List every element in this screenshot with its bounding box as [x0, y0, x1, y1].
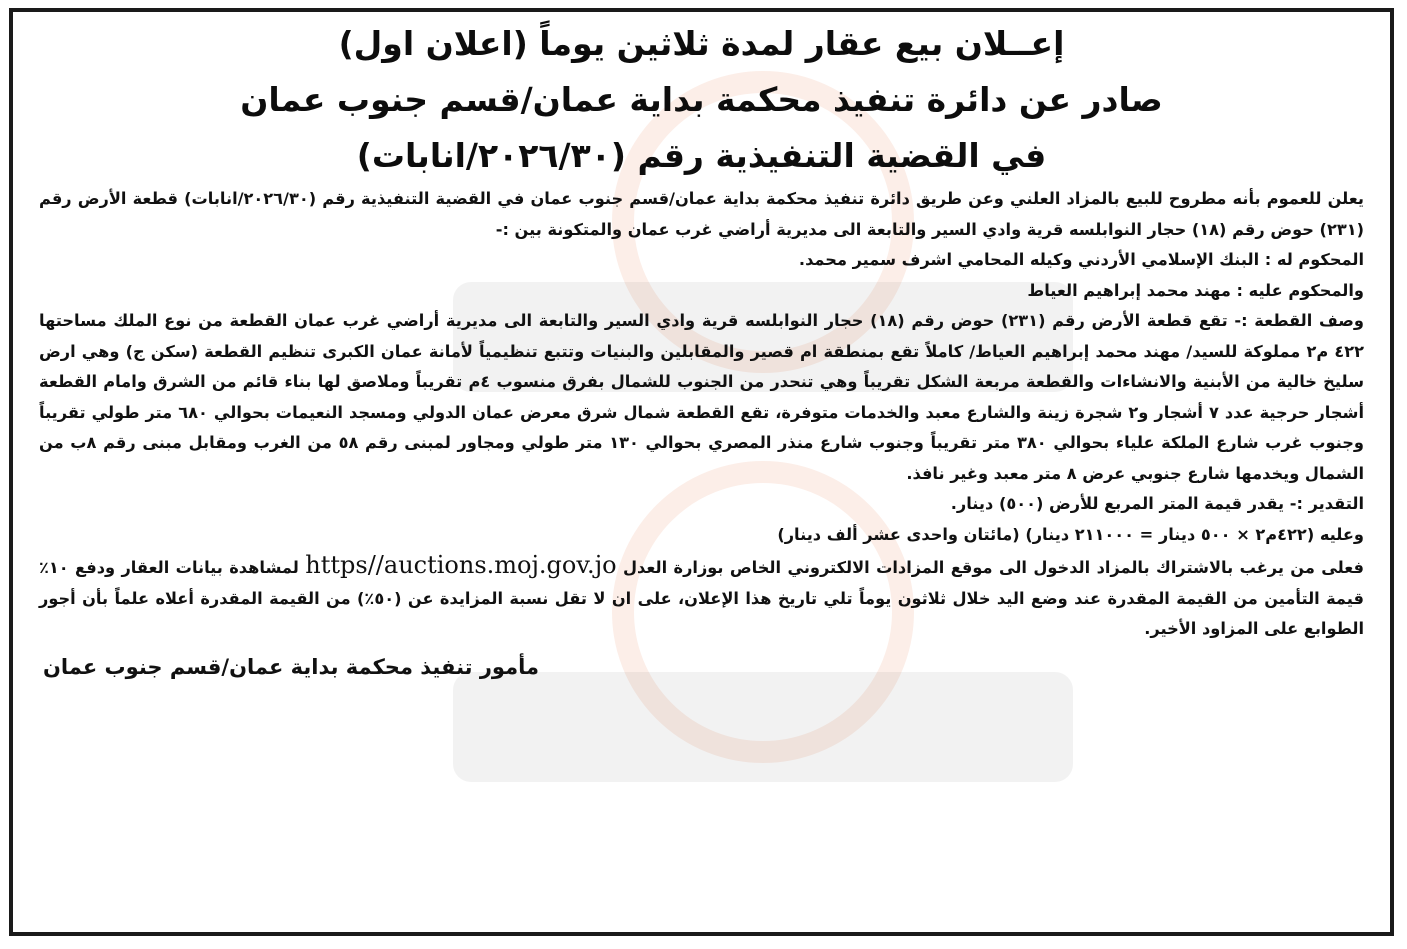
total-value: وعليه (٤٢٢م٢ × ٥٠٠ دينار = ٢١١٠٠٠ دينار) (مائتان واحدى عشر ألف دينار) [777, 524, 1364, 544]
case-number: في القضية التنفيذية رقم (٢٠٢٦/٣٠/انابات) [356, 136, 1047, 175]
judgment-creditor: المحكوم له : البنك الإسلامي الأردني وكيله المحامي اشرف سمير محمد. [798, 250, 1364, 269]
signature: مأمور تنفيذ محكمة بداية عمان/قسم جنوب عمان [43, 654, 539, 679]
parcel-description: وصف القطعة :- تقع قطعة الأرض رقم (٢٣١) حوض رقم (١٨) حجار النوابلسه قرية وادي السير والتابعة الى مديرية أراضي غرب عمان القطعة من نوع الملك مساحتها ٤٢٢ م٢ مملوكة للسيد/ مهند محمد إبراهيم العياط/ كاملاً تقع بمنطقة ام قصير والمقابلين والبنيات وتتبع تنظيمياً لأمانة عمان الكبرى تنظيم القطعة (سكن ج) وهي ارض سليخ خالية من الأبنية والانشاءات والقطعة مربعة الشكل تقريباً وهي تنحدر من الجنوب للشمال بفرق منسوب ٤م تقريباً وملاصق لها بناء قائم من الشرق وامام القطعة أشجار حرجية عدد ٧ أشجار و٢ شجرة زينة والشارع معبد والخدمات متوفرة، تقع القطعة شمال شرق معرض عمان الدولي ومسجد النعيمات بحوالي ٦٨٠ متر طولي تقريباً وجنوب غرب شارع الملكة علياء بحوالي ٣٨٠ متر تقريباً وجنوب شارع منذر المصري بحوالي ١٣٠ متر طولي ومجاور لمبنى رقم ٥٨ من الغرب ومقابل مبنى رقم ٨ب من الشمال ويخدمها شارع جنوبي عرض ٨ متر معبد وغير نافذ. [39, 311, 1364, 483]
notice-title: إعــلان بيع عقار لمدة ثلاثين يوماً (اعلان اول) [338, 24, 1065, 63]
announcement-paragraph: يعلن للعموم بأنه مطروح للبيع بالمزاد العلني وعن طريق دائرة تنفيذ محكمة بداية عمان/قسم جنوب عمان في القضية التنفيذية رقم (٢٠٢٦/٣٠/انابات) قطعة الأرض رقم (٢٣١) حوض رقم (١٨) حجار النوابلسه قرية وادي السير والتابعة الى مديرية أراضي غرب عمان والمتكونة بين :- [39, 189, 1364, 239]
participation-text-start: فعلى من يرغب بالاشتراك بالمزاد الدخول الى موقع المزادات الالكتروني الخاص بوزارة العدل [622, 558, 1365, 577]
judgment-debtor: والمحكوم عليه : مهند محمد إبراهيم العياط [1027, 280, 1364, 300]
notice-frame [9, 8, 1394, 936]
auctions-website-link[interactable]: https//auctions.moj.gov.jo [305, 551, 617, 579]
participation-paragraph [39, 550, 1364, 645]
issuing-department: صادر عن دائرة تنفيذ محكمة بداية عمان/قسم جنوب عمان [240, 80, 1163, 119]
valuation: التقدير :- يقدر قيمة المتر المربع للأرض (٥٠٠) دينار. [950, 494, 1364, 513]
participation-text-end: لمشاهدة بيانات العقار ودفع ١٠٪ قيمة التأمين من القيمة المقدرة عند وضع اليد خلال ثلاثون يوماً تلي تاريخ هذا الإعلان، على ان لا تقل نسبة المزايدة عن (٥٠٪) من القيمة المقدرة أعلاه علماً بأن أجور الطوابع على المزاود الأخير. [39, 558, 1364, 638]
notice-content [13, 12, 1390, 679]
